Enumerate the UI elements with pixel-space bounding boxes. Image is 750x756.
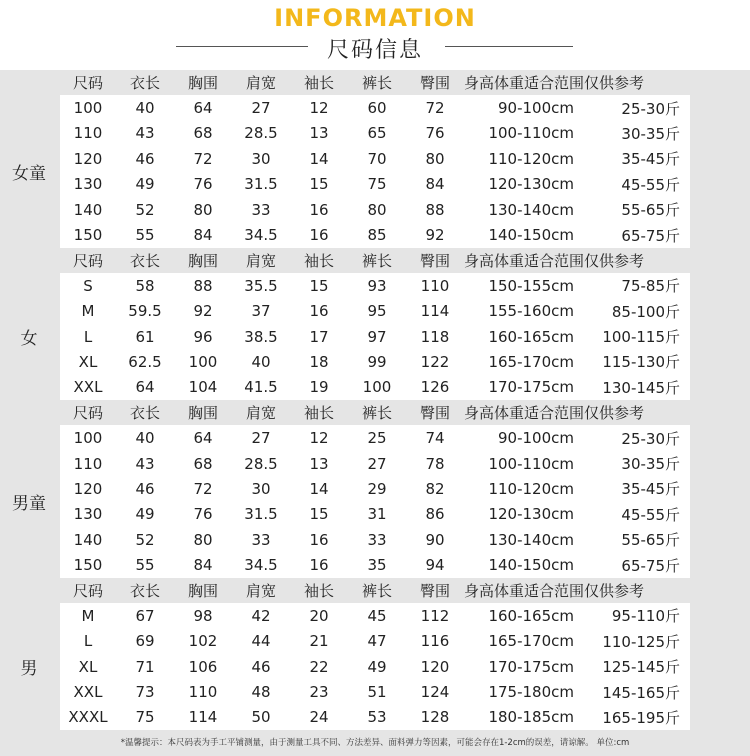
table-cell: 84: [193, 226, 213, 245]
table-cell: 45-55斤: [621, 505, 680, 524]
table-row: [60, 425, 690, 450]
title-chinese: 尺码信息: [326, 38, 423, 63]
table-cell: 120: [73, 149, 103, 168]
column-header: [464, 250, 585, 271]
table-cell: 60: [367, 99, 387, 118]
column-header: 衣长: [129, 251, 160, 270]
table-cell: 25-30斤: [621, 429, 680, 448]
table-cell: 16: [309, 226, 329, 245]
table-cell: 46: [251, 657, 271, 676]
table-cell: 75: [367, 175, 387, 194]
table-cell: 33: [251, 530, 271, 549]
table-cell: 128: [420, 708, 450, 727]
table-cell: 71: [135, 657, 155, 676]
table-cell: L: [83, 632, 93, 651]
table-cell: 82: [425, 479, 445, 498]
table-cell: 110-125斤: [602, 632, 680, 651]
table-row: [60, 324, 690, 349]
table-cell: 45: [367, 606, 387, 625]
table-cell: 110: [73, 124, 103, 143]
column-header-text: 身高体重: [464, 74, 525, 93]
column-header: 臀围: [419, 74, 450, 93]
table-cell: 124: [420, 683, 450, 702]
table-cell: 130-140cm: [488, 200, 574, 219]
table-cell: XL: [78, 657, 98, 676]
table-cell: 30: [251, 479, 271, 498]
table-cell: 15: [309, 175, 329, 194]
table-cell: 90-100cm: [498, 99, 574, 118]
table-cell: 68: [193, 124, 213, 143]
table-cell: 100: [73, 99, 103, 118]
table-cell: 69: [135, 632, 155, 651]
table-cell: 90-100cm: [498, 429, 574, 448]
table-cell: 78: [425, 454, 445, 473]
table-row: [60, 629, 690, 654]
table-cell: 100: [188, 352, 218, 371]
table-cell: 90: [425, 530, 445, 549]
table-cell: 25-30斤: [621, 99, 680, 118]
table-cell: 61: [135, 327, 155, 346]
table-cell: 115-130斤: [602, 353, 680, 372]
table-cell: 35: [367, 556, 387, 575]
column-header-text: 适合范围: [524, 582, 585, 600]
table-cell: 21: [309, 632, 329, 651]
table-cell: 130-140cm: [488, 530, 574, 549]
table-cell: 84: [193, 556, 213, 575]
header: [0, 0, 750, 70]
table-cell: 62.5: [128, 352, 162, 371]
table-cell: 30-35斤: [621, 455, 680, 474]
column-header: 尺码: [72, 404, 103, 423]
column-header: 肩宽: [245, 404, 276, 423]
table-cell: 49: [367, 657, 387, 676]
table-cell: 110: [188, 683, 218, 702]
table-cell: 51: [367, 683, 387, 702]
table-cell: 12: [309, 99, 329, 118]
table-cell: 14: [309, 479, 329, 498]
table-cell: 31.5: [244, 505, 278, 524]
table-cell: 96: [193, 327, 213, 346]
column-header: 肩宽: [245, 74, 276, 93]
table-cell: 52: [135, 200, 155, 219]
column-header: 胸围: [187, 251, 218, 270]
table-cell: 17: [309, 327, 329, 346]
section-label: 女: [20, 329, 38, 350]
table-row: [60, 375, 690, 400]
column-header-row: [60, 400, 690, 425]
table-cell: 16: [309, 556, 329, 575]
table-cell: 27: [251, 429, 271, 448]
table-row: [60, 705, 690, 730]
table-cell: 24: [309, 708, 329, 727]
table-cell: 31: [367, 505, 387, 524]
footer-note: *温馨提示：本尺码表为手工平铺测量，由于测量工具不同、方法差异、面料弹力等因素，可能会存在1-2cm的误差，请谅解。 单位:cm: [0, 730, 750, 756]
table-cell: 130: [73, 505, 103, 524]
column-header: 裤长: [361, 74, 392, 93]
column-header: 仅供参考: [584, 251, 645, 270]
table-cell: 72: [425, 99, 445, 118]
table-row: [60, 552, 690, 577]
column-header: 裤长: [361, 404, 392, 423]
table-cell: 55: [135, 226, 155, 245]
table-cell: 58: [135, 276, 155, 295]
column-header: 胸围: [187, 582, 218, 600]
column-header: 裤长: [361, 582, 392, 600]
table-row: [60, 349, 690, 374]
table-cell: 118: [420, 327, 450, 346]
table-row: [60, 95, 690, 120]
table-cell: 85-100斤: [611, 302, 680, 321]
table-cell: 114: [420, 302, 450, 321]
column-header-text: 适合范围: [524, 251, 585, 270]
size-table: [0, 70, 750, 730]
table-cell: 160-165cm: [488, 327, 574, 346]
table-cell: 140: [73, 530, 103, 549]
column-header: 胸围: [187, 404, 218, 423]
table-row: [60, 527, 690, 552]
table-cell: 13: [309, 124, 329, 143]
column-header: [464, 72, 585, 93]
table-cell: 130-145斤: [602, 378, 680, 397]
table-cell: 100-110cm: [488, 124, 574, 143]
column-header: 袖长: [303, 74, 334, 93]
table-row: [60, 603, 690, 628]
table-cell: 64: [135, 378, 155, 397]
table-cell: XXL: [73, 378, 103, 397]
column-header-text: 身高体重: [464, 251, 525, 270]
table-cell: 104: [188, 378, 218, 397]
section-label: 男童: [12, 494, 46, 515]
table-cell: 76: [193, 505, 213, 524]
table-cell: 64: [193, 429, 213, 448]
table-cell: 52: [135, 530, 155, 549]
table-cell: 120: [420, 657, 450, 676]
table-cell: 33: [251, 200, 271, 219]
column-header-row: [60, 578, 690, 603]
table-cell: 16: [309, 302, 329, 321]
table-cell: 20: [309, 606, 329, 625]
column-header-row: [60, 70, 690, 95]
table-cell: 99: [367, 352, 387, 371]
table-cell: 76: [193, 175, 213, 194]
table-cell: 13: [309, 454, 329, 473]
column-header: 肩宽: [245, 251, 276, 270]
table-cell: 73: [135, 683, 155, 702]
column-header: 仅供参考: [584, 404, 645, 423]
table-cell: 150: [73, 226, 103, 245]
table-cell: 68: [193, 454, 213, 473]
table-cell: 100: [73, 429, 103, 448]
table-cell: 40: [135, 99, 155, 118]
table-cell: 19: [309, 378, 329, 397]
table-cell: 88: [425, 200, 445, 219]
table-cell: 30-35斤: [621, 124, 680, 143]
title-english: INFORMATION: [274, 4, 476, 32]
table-row: [60, 222, 690, 247]
column-header: 尺码: [72, 582, 103, 600]
column-header: 尺码: [72, 74, 103, 93]
table-cell: 55-65斤: [621, 201, 680, 220]
table-cell: 120: [73, 479, 103, 498]
table-cell: 122: [420, 352, 450, 371]
table-cell: 49: [135, 175, 155, 194]
column-header: 胸围: [187, 74, 218, 93]
table-cell: 14: [309, 149, 329, 168]
section-label: 女童: [12, 164, 46, 185]
table-cell: 33: [367, 530, 387, 549]
table-cell: 120-130cm: [488, 175, 574, 194]
table-cell: 165-195斤: [602, 708, 680, 727]
table-cell: 31.5: [244, 175, 278, 194]
table-row: [60, 197, 690, 222]
section-label: 男: [20, 659, 38, 680]
table-cell: 64: [193, 99, 213, 118]
column-header: 仅供参考: [584, 582, 645, 600]
table-cell: XXL: [73, 683, 103, 702]
table-cell: 150-155cm: [488, 276, 574, 295]
table-cell: 15: [309, 276, 329, 295]
table-cell: 46: [135, 149, 155, 168]
table-cell: 84: [425, 175, 445, 194]
table-cell: 38.5: [244, 327, 278, 346]
table-cell: 80: [425, 149, 445, 168]
divider-right: [445, 46, 573, 47]
table-cell: 43: [135, 124, 155, 143]
column-header-text: 适合范围: [524, 404, 585, 423]
table-cell: 12: [309, 429, 329, 448]
table-cell: 180-185cm: [488, 708, 574, 727]
table-cell: 170-175cm: [488, 657, 574, 676]
table-row: [60, 476, 690, 501]
table-cell: S: [83, 276, 93, 295]
column-header: 袖长: [303, 251, 334, 270]
table-cell: 112: [420, 606, 450, 625]
table-row: [60, 502, 690, 527]
table-cell: 95: [367, 302, 387, 321]
table-cell: 165-170cm: [488, 352, 574, 371]
table-cell: 160-165cm: [488, 606, 574, 625]
table-cell: 93: [367, 276, 387, 295]
table-cell: 29: [367, 479, 387, 498]
table-cell: M: [81, 302, 95, 321]
table-cell: 140-150cm: [488, 556, 574, 575]
table-cell: 65-75斤: [621, 556, 680, 575]
table-cell: 55: [135, 556, 155, 575]
table-cell: 46: [135, 479, 155, 498]
table-cell: 50: [251, 708, 271, 727]
table-cell: L: [83, 327, 93, 346]
table-cell: 67: [135, 606, 155, 625]
table-cell: 75: [135, 708, 155, 727]
table-cell: 100-110cm: [488, 454, 574, 473]
table-cell: 16: [309, 530, 329, 549]
table-row: [60, 679, 690, 704]
column-header: 衣长: [129, 74, 160, 93]
table-cell: 106: [188, 657, 218, 676]
table-cell: 35-45斤: [621, 150, 680, 169]
table-cell: 126: [420, 378, 450, 397]
table-cell: 41.5: [244, 378, 278, 397]
table-row: [60, 121, 690, 146]
table-cell: 34.5: [244, 556, 278, 575]
table-cell: 65: [367, 124, 387, 143]
table-cell: 72: [193, 149, 213, 168]
table-cell: 18: [309, 352, 329, 371]
column-header: 衣长: [129, 582, 160, 600]
table-cell: 49: [135, 505, 155, 524]
table-cell: 30: [251, 149, 271, 168]
column-header: [464, 402, 585, 423]
table-cell: 88: [193, 276, 213, 295]
table-cell: 72: [193, 479, 213, 498]
table-cell: 80: [367, 200, 387, 219]
table-cell: 86: [425, 505, 445, 524]
table-row: [60, 654, 690, 679]
table-cell: 94: [425, 556, 445, 575]
table-cell: 110-120cm: [488, 479, 574, 498]
column-header: 肩宽: [245, 582, 276, 600]
size-section: [0, 70, 750, 248]
table-cell: 97: [367, 327, 387, 346]
column-header: 臀围: [419, 582, 450, 600]
table-cell: 15: [309, 505, 329, 524]
table-cell: 120-130cm: [488, 505, 574, 524]
table-cell: 116: [420, 632, 450, 651]
table-cell: 47: [367, 632, 387, 651]
table-cell: 110: [420, 276, 450, 295]
column-header: [464, 580, 585, 601]
table-cell: 95-110斤: [611, 607, 680, 626]
table-cell: 145-165斤: [602, 683, 680, 702]
table-cell: 34.5: [244, 226, 278, 245]
table-cell: 40: [135, 429, 155, 448]
table-cell: 102: [188, 632, 218, 651]
table-cell: M: [81, 606, 95, 625]
table-cell: 110: [73, 454, 103, 473]
table-cell: 45-55斤: [621, 175, 680, 194]
table-row: [60, 172, 690, 197]
table-cell: 76: [425, 124, 445, 143]
table-row: [60, 299, 690, 324]
table-cell: 170-175cm: [488, 378, 574, 397]
table-cell: 43: [135, 454, 155, 473]
table-row: [60, 273, 690, 298]
table-cell: 75-85斤: [621, 277, 680, 296]
column-header: 臀围: [419, 251, 450, 270]
column-header: 仅供参考: [584, 74, 645, 93]
column-header: 裤长: [361, 251, 392, 270]
table-cell: 55-65斤: [621, 531, 680, 550]
size-section: [0, 248, 750, 400]
table-cell: 28.5: [244, 124, 278, 143]
table-cell: 44: [251, 632, 271, 651]
table-cell: 23: [309, 683, 329, 702]
table-cell: 37: [251, 302, 271, 321]
table-row: [60, 451, 690, 476]
size-section: [0, 578, 750, 730]
column-header: 尺码: [72, 251, 103, 270]
table-cell: 100-115斤: [602, 328, 680, 347]
table-cell: 155-160cm: [488, 302, 574, 321]
column-header: 袖长: [303, 404, 334, 423]
table-cell: 28.5: [244, 454, 278, 473]
table-cell: 74: [425, 429, 445, 448]
table-row: [60, 146, 690, 171]
column-header-text: 适合范围: [524, 74, 585, 93]
table-cell: 27: [251, 99, 271, 118]
table-cell: XL: [78, 352, 98, 371]
column-header: 衣长: [129, 404, 160, 423]
table-cell: XXXL: [68, 708, 108, 727]
table-cell: 25: [367, 429, 387, 448]
table-cell: 65-75斤: [621, 226, 680, 245]
table-cell: 98: [193, 606, 213, 625]
table-cell: 175-180cm: [488, 683, 574, 702]
table-cell: 150: [73, 556, 103, 575]
table-cell: 110-120cm: [488, 149, 574, 168]
table-cell: 59.5: [128, 302, 162, 321]
table-cell: 35.5: [244, 276, 278, 295]
column-header: 袖长: [303, 582, 334, 600]
column-header: 臀围: [419, 404, 450, 423]
table-cell: 125-145斤: [602, 658, 680, 677]
column-header-text: 身高体重: [464, 582, 525, 600]
table-cell: 40: [251, 352, 271, 371]
table-cell: 114: [188, 708, 218, 727]
table-cell: 92: [425, 226, 445, 245]
table-cell: 100: [362, 378, 392, 397]
table-cell: 92: [193, 302, 213, 321]
table-cell: 53: [367, 708, 387, 727]
table-cell: 35-45斤: [621, 480, 680, 499]
column-header-row: [60, 248, 690, 273]
table-cell: 165-170cm: [488, 632, 574, 651]
table-cell: 80: [193, 200, 213, 219]
size-section: [0, 400, 750, 578]
table-cell: 130: [73, 175, 103, 194]
table-cell: 70: [367, 149, 387, 168]
table-cell: 140: [73, 200, 103, 219]
table-cell: 16: [309, 200, 329, 219]
column-header-text: 身高体重: [464, 404, 525, 423]
table-cell: 140-150cm: [488, 226, 574, 245]
table-cell: 80: [193, 530, 213, 549]
table-cell: 85: [367, 226, 387, 245]
table-cell: 27: [367, 454, 387, 473]
table-cell: 22: [309, 657, 329, 676]
table-cell: 42: [251, 606, 271, 625]
table-cell: 48: [251, 683, 271, 702]
